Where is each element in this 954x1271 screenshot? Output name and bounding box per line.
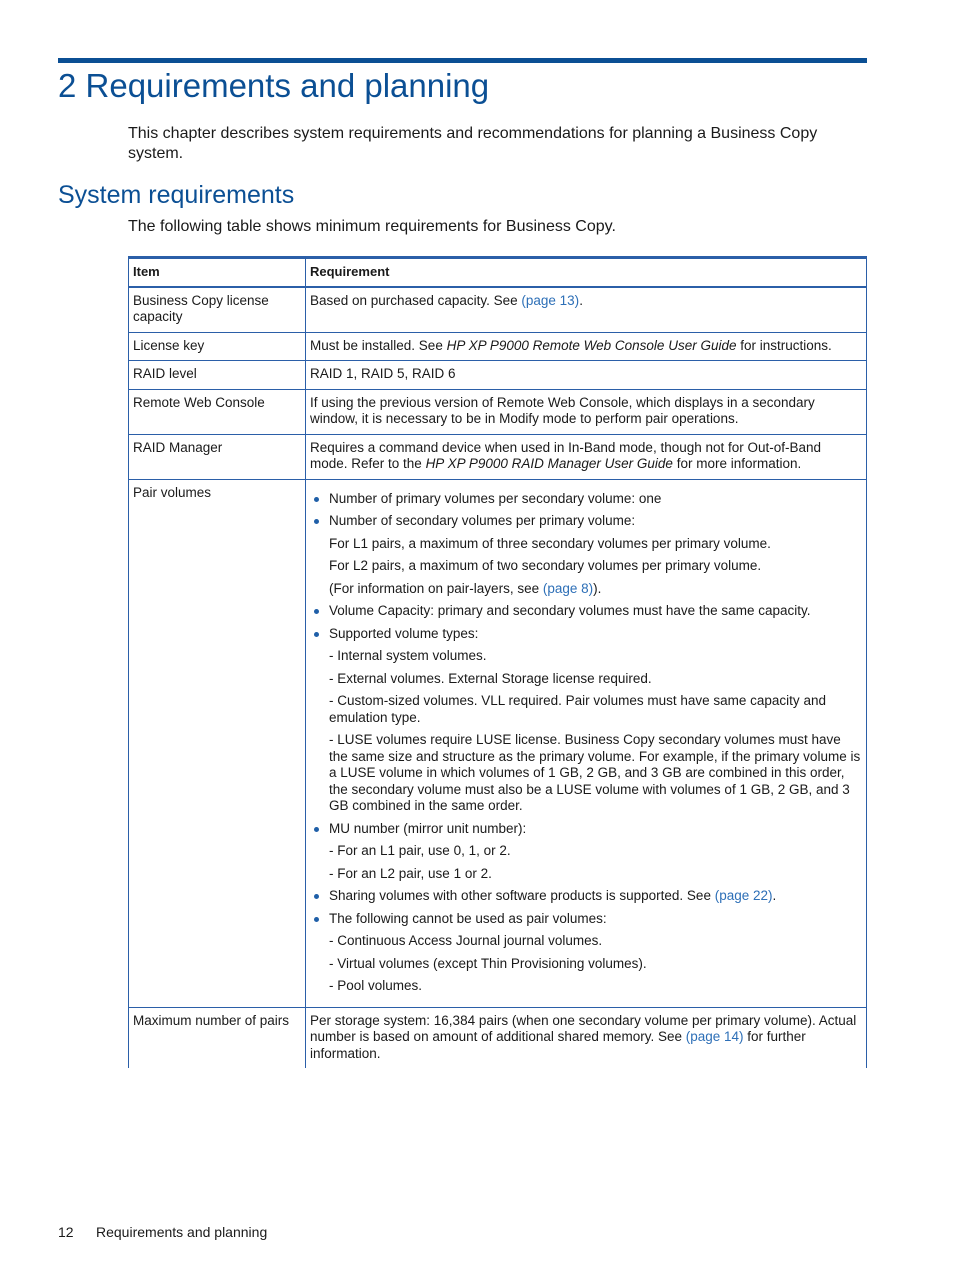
row-item: Business Copy license capacity	[129, 287, 306, 333]
table-row	[129, 287, 867, 333]
row-requirement: Requires a command device when used in In-Band mode, though not for Out-of-Band mode. Refer to the HP XP P9000 RAID Manager User Guide for more information.	[306, 434, 867, 479]
row-requirement: RAID 1, RAID 5, RAID 6	[306, 361, 867, 390]
list-item: The following cannot be used as pair volumes: - Continuous Access Journal journal volumes. - Virtual volumes (except Thin Provisioning volumes). - Pool volumes.	[329, 911, 862, 995]
list-item: Number of primary volumes per secondary volume: one	[329, 491, 862, 508]
row-item: Remote Web Console	[129, 389, 306, 434]
list-item: Supported volume types: - Internal system volumes. - External volumes. External Storage license required. - Custom-sized volumes. VLL required. Pair volumes must have same capacity and emulation type. - LUSE volumes require LUSE license. Business Copy secondary volumes must have the same size and structure as the primary volume. For example, if the primary volume is a LUSE volume in which volumes of 1 GB, 2 GB, and 3 GB are combined in this order, the secondary volume must also be a LUSE volume with volumes of 1 GB, 2 GB, and 3 GB combined in the same order.	[329, 625, 861, 813]
row-item: Maximum number of pairs	[129, 1007, 306, 1068]
guide-title: HP XP P9000 Remote Web Console User Guide	[446, 337, 737, 353]
pair-volume-list	[310, 491, 862, 995]
page-number: 12	[58, 1224, 74, 1240]
table-row	[129, 361, 867, 390]
table-header-row	[129, 258, 867, 287]
footer-title: Requirements and planning	[96, 1224, 268, 1240]
row-requirement: Based on purchased capacity. See (page 13).	[306, 287, 867, 333]
page-footer	[58, 1222, 267, 1242]
list-item: MU number (mirror unit number): - For an L1 pair, use 0, 1, or 2. - For an L2 pair, use 1 or 2.	[329, 821, 862, 883]
page-link[interactable]: (page 8)	[542, 580, 594, 596]
row-item: License key	[129, 332, 306, 361]
section-title: System requirements	[58, 181, 295, 209]
page-link[interactable]: (page 14)	[685, 1029, 744, 1044]
row-requirement: Must be installed. See HP XP P9000 Remote Web Console User Guide for instructions.	[306, 332, 867, 361]
chapter-intro: This chapter describes system requirements and recommendations for planning a Business Copy system.	[128, 125, 818, 162]
list-item: Sharing volumes with other software products is supported. See (page 22).	[329, 888, 862, 905]
chapter-title: 2 Requirements and planning	[58, 67, 490, 104]
row-item: Pair volumes	[129, 479, 306, 1007]
row-requirement: If using the previous version of Remote Web Console, which displays in a secondary window, it is necessary to be in Modify mode to perform pair operations.	[306, 389, 867, 434]
chapter-top-rule	[58, 58, 867, 63]
requirements-table	[128, 256, 867, 1068]
page-link[interactable]: (page 13)	[521, 292, 580, 308]
table-intro: The following table shows minimum requirements for Business Copy.	[128, 218, 616, 235]
table-row	[129, 479, 867, 1007]
header-item: Item	[129, 258, 306, 287]
row-requirement	[306, 479, 867, 1007]
row-item: RAID Manager	[129, 434, 306, 479]
table-row	[129, 1007, 867, 1068]
list-item: Number of secondary volumes per primary volume: For L1 pairs, a maximum of three secondary volumes per primary volume. For L2 pairs, a maximum of two secondary volumes per primary volume. (For information on pair-layers, see (page 8)).	[329, 513, 862, 597]
header-requirement: Requirement	[306, 258, 867, 287]
row-requirement: Per storage system: 16,384 pairs (when one secondary volume per primary volume). Actual number is based on amount of additional shared memory. See (page 14) for further information.	[306, 1007, 867, 1068]
guide-title: HP XP P9000 RAID Manager User Guide	[425, 456, 673, 471]
table-row	[129, 389, 867, 434]
table-row	[129, 434, 867, 479]
list-item: Volume Capacity: primary and secondary volumes must have the same capacity.	[329, 603, 862, 620]
table-row	[129, 332, 867, 361]
row-item: RAID level	[129, 361, 306, 390]
page-link[interactable]: (page 22)	[714, 888, 773, 903]
